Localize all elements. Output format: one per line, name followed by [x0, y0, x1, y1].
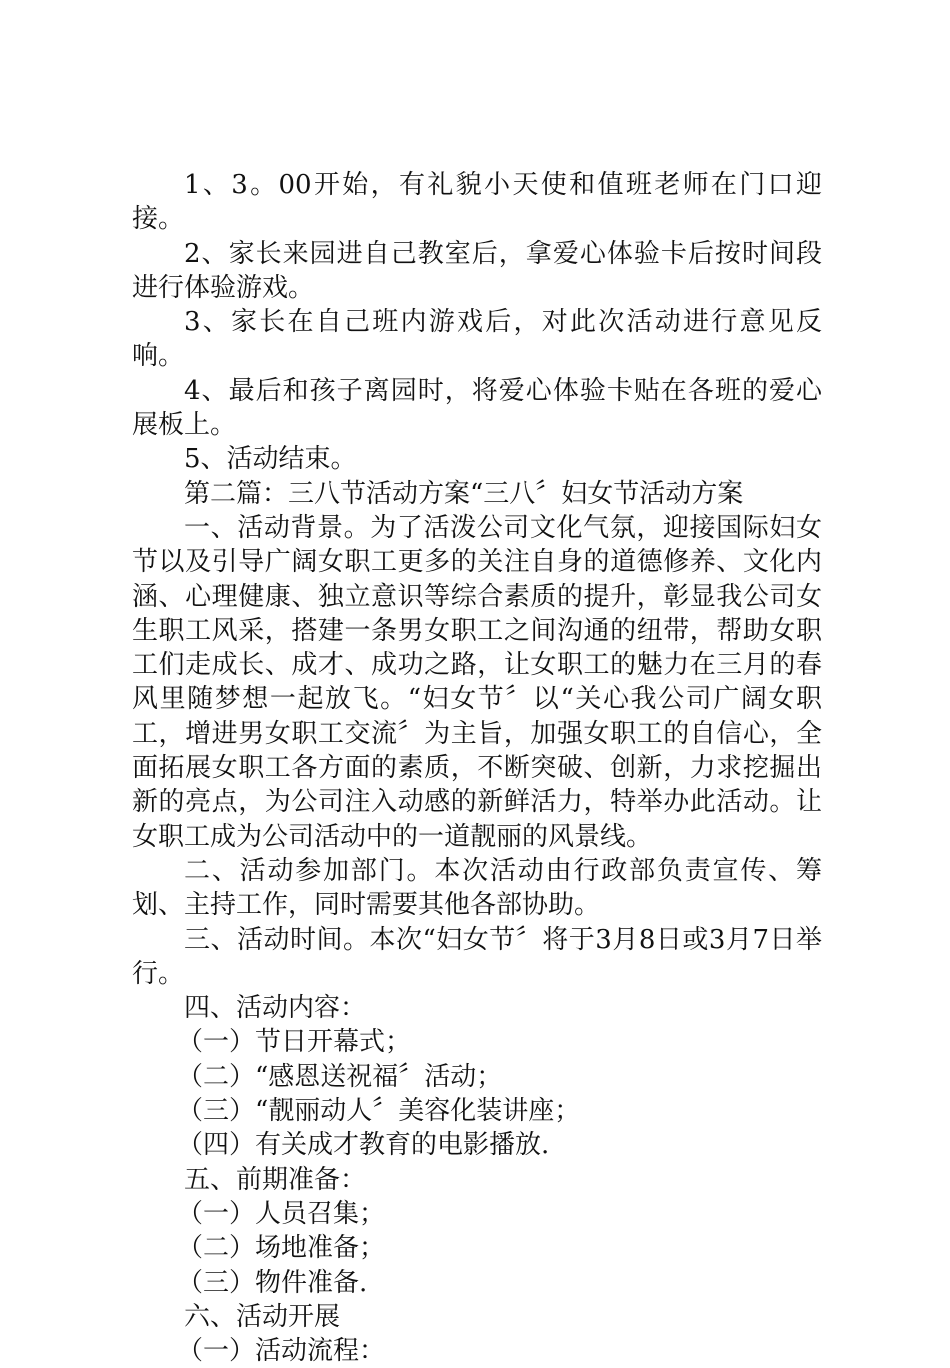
list-item: （二）“感恩送祝福〞活动；	[177, 1061, 503, 1092]
paragraph-step-5: 5、活动结束。	[184, 444, 357, 475]
paragraph-background: 一、活动背景。为了活泼公司文化气氛，迎接国际妇女节以及引导广阔女职工更多的关注自身的道德修养、文化内涵、心理健康、独立意识等综合素质的提升，彰显我公司女生职工风采，搭建一条男女职工之间沟通的纽带，帮助女职工们走成长、成才、成功之路，让女职工的魅力在三月的春风里随梦想一起放飞。“妇女节〞以“关心我公司广阔女职工，增进男女职工交流〞为主旨，加强女职工的自信心，全面拓展女职工各方面的素质，不断突破、创新，力求挖掘出新的亮点，为公司注入动感的新鲜活力，特举办此活动。让女职工成为公司活动中的一道靓丽的风景线。	[132, 512, 822, 852]
list-item: （一）人员召集；	[177, 1198, 386, 1229]
paragraph-departments: 二、活动参加部门。本次活动由行政部负责宣传、筹划、主持工作，同时需要其他各部协助。	[132, 855, 822, 921]
list-item: （三）物件准备.	[177, 1267, 368, 1298]
list-item: （一）节日开幕式；	[177, 1027, 412, 1058]
paragraph-step-1: 1、3。00开始，有礼貌小天使和值班老师在门口迎接。	[132, 170, 822, 235]
paragraph-preparation-heading: 五、前期准备：	[184, 1164, 367, 1195]
paragraph-content-heading: 四、活动内容：	[184, 993, 367, 1024]
paragraph-step-3: 3、家长在自己班内游戏后，对此次活动进行意见反响。	[132, 307, 822, 372]
document-body	[132, 168, 822, 1368]
paragraph-step-4: 4、最后和孩子离园时，将爱心体验卡贴在各班的爱心展板上。	[132, 375, 822, 441]
paragraph-activity-heading: 六、活动开展	[184, 1301, 341, 1332]
list-item: （四）有关成才教育的电影播放.	[177, 1130, 550, 1161]
section-heading: 第二篇：三八节活动方案“三八〞妇女节活动方案	[184, 478, 744, 509]
list-item: （二）场地准备；	[177, 1233, 386, 1264]
paragraph-step-2: 2、家长来园进自己教室后，拿爱心体验卡后按时间段进行体验游戏。	[132, 238, 822, 303]
paragraph-time: 三、活动时间。本次“妇女节〞将于3月8日或3月7日举行。	[132, 924, 822, 989]
list-item: （一）活动流程：	[177, 1336, 386, 1367]
list-item: （三）“靓丽动人〞美容化装讲座；	[177, 1096, 581, 1127]
